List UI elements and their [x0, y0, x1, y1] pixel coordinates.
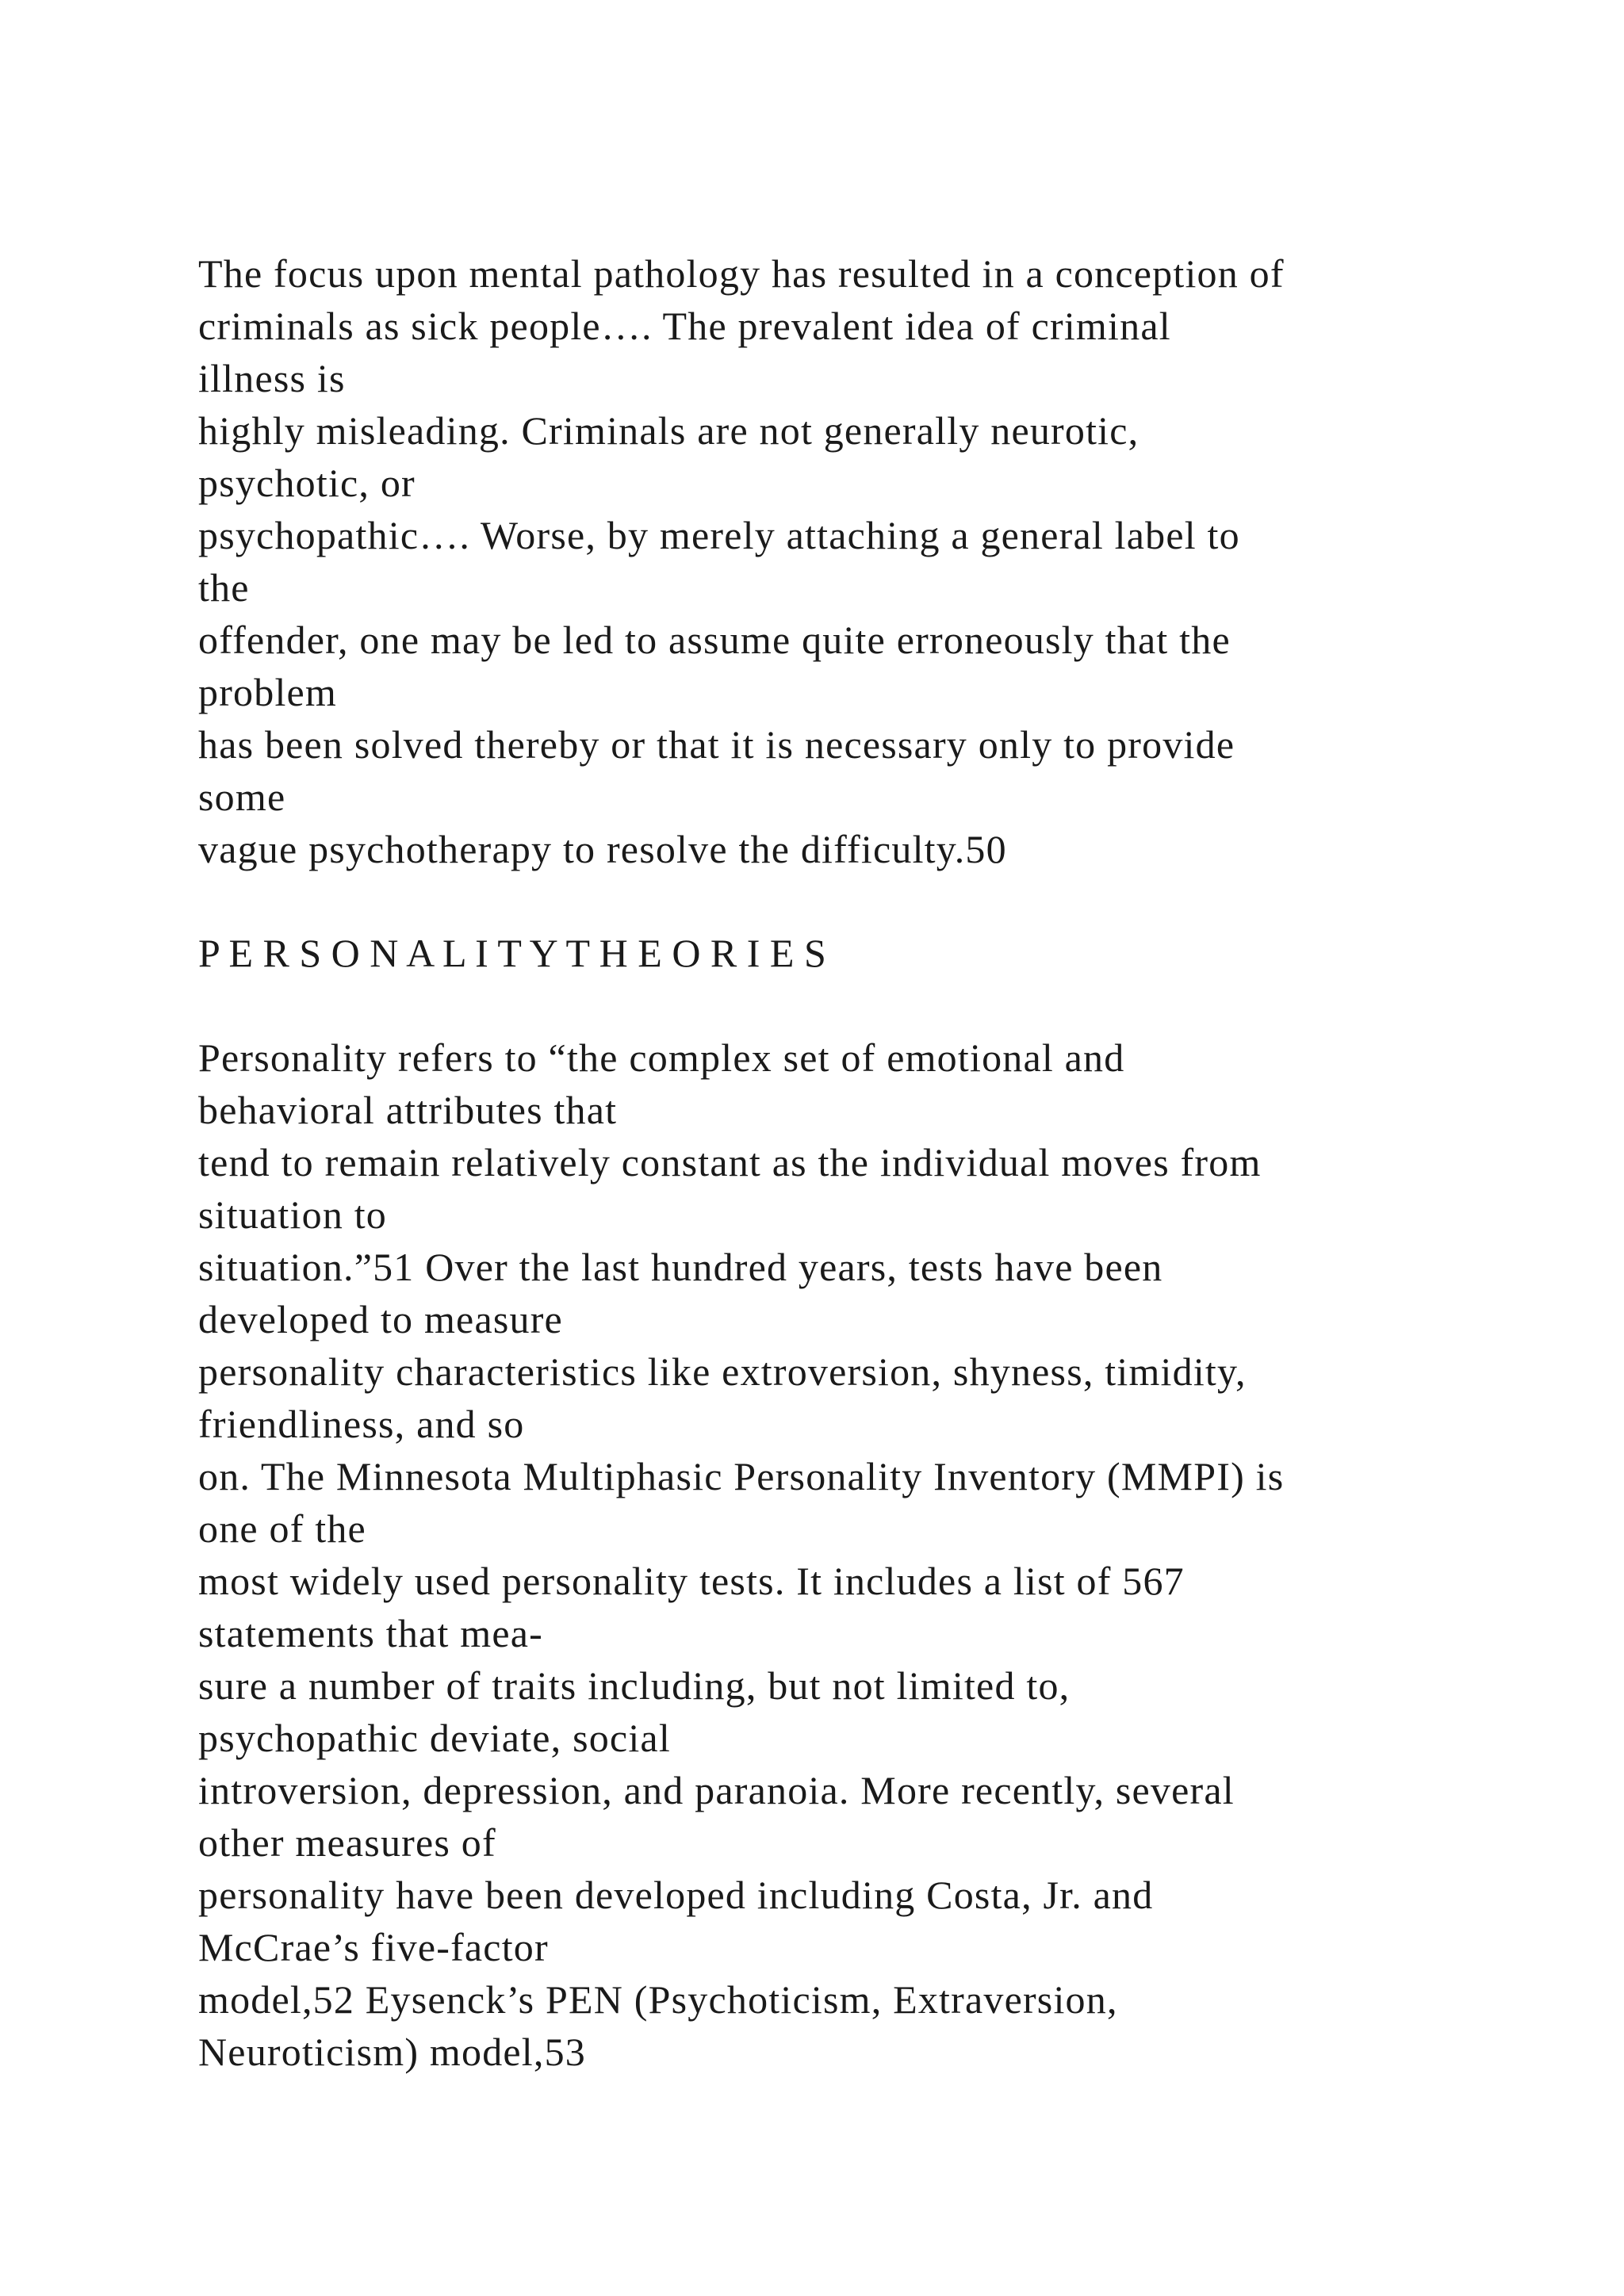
text-line: McCrae’s five-factor — [198, 1925, 549, 1969]
text-line: developed to measure — [198, 1297, 563, 1341]
paragraph-mental-pathology — [198, 247, 1507, 875]
text-line: psychotic, or — [198, 461, 416, 505]
text-line: tend to remain relatively constant as the individual moves from — [198, 1140, 1262, 1184]
text-line: introversion, depression, and paranoia. More recently, several — [198, 1768, 1235, 1812]
text-line: psychopathic deviate, social — [198, 1716, 671, 1760]
text-line: on. The Minnesota Multiphasic Personality Inventory (MMPI) is — [198, 1454, 1285, 1498]
text-line: vague psychotherapy to resolve the difficulty.50 — [198, 827, 1007, 871]
text-line: has been solved thereby or that it is necessary only to provide — [198, 722, 1235, 767]
text-line: highly misleading. Criminals are not generally neurotic, — [198, 408, 1139, 453]
text-line: The focus upon mental pathology has resulted in a conception of — [198, 251, 1285, 296]
text-line: statements that mea- — [198, 1611, 543, 1655]
section-heading-text: P E R S O N A L I T Y T H E O R I E S — [198, 931, 826, 975]
text-line: friendliness, and so — [198, 1402, 525, 1446]
text-line: one of the — [198, 1506, 366, 1551]
text-line: problem — [198, 670, 338, 714]
section-heading — [198, 927, 1507, 979]
text-line: psychopathic…. Worse, by merely attaching a general label to — [198, 513, 1240, 557]
text-line: Neuroticism) model,53 — [198, 2030, 586, 2074]
text-line: most widely used personality tests. It includes a list of 567 — [198, 1559, 1185, 1603]
text-line: Personality refers to “the complex set of emotional and — [198, 1035, 1125, 1080]
text-line: illness is — [198, 356, 346, 400]
text-line: some — [198, 775, 286, 819]
text-line: the — [198, 565, 250, 610]
text-line: other measures of — [198, 1820, 496, 1865]
paragraph-personality — [198, 1031, 1507, 2078]
text-line: situation to — [198, 1192, 388, 1237]
text-line: offender, one may be led to assume quite erroneously that the — [198, 618, 1231, 662]
text-line: behavioral attributes that — [198, 1088, 618, 1132]
text-line: personality characteristics like extroversion, shyness, timidity, — [198, 1349, 1247, 1394]
text-line: model,52 Eysenck’s PEN (Psychoticism, Extraversion, — [198, 1977, 1118, 2022]
text-line: criminals as sick people…. The prevalent idea of criminal — [198, 304, 1171, 348]
text-line: personality have been developed including Costa, Jr. and — [198, 1873, 1154, 1917]
text-line: sure a number of traits including, but not limited to, — [198, 1663, 1071, 1708]
text-line: situation.”51 Over the last hundred years, tests have been — [198, 1245, 1163, 1289]
